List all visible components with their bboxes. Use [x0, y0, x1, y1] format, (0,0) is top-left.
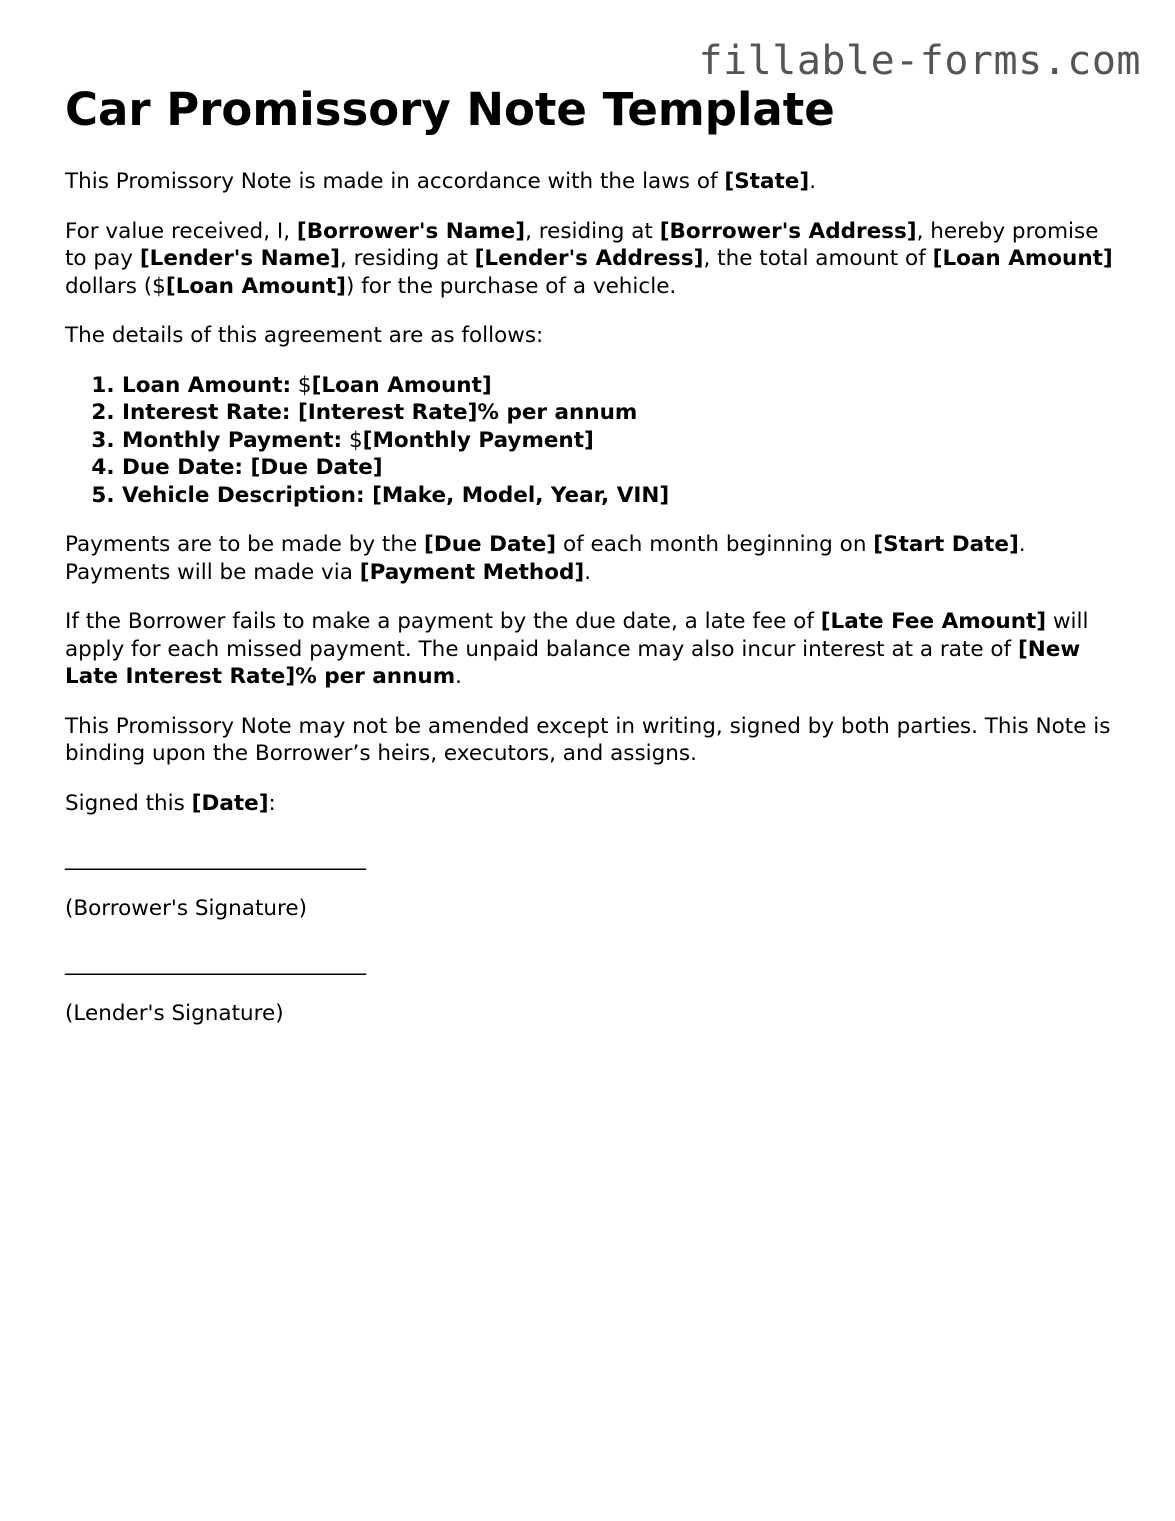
- para1-text-7: ) for the purchase of a vehicle.: [346, 273, 677, 299]
- document-body: [65, 84, 1115, 1049]
- page-title: Car Promissory Note Template: [65, 83, 835, 136]
- details-intro: The details of this agreement are as follows:: [65, 323, 544, 348]
- late-text-3: .: [455, 664, 462, 689]
- detail-label: Due Date:: [122, 455, 244, 480]
- late-fee-field: [Late Fee Amount]: [820, 609, 1047, 634]
- late-text-2: will apply for each missed payment. The unpaid balance may also incur interest at a rate of: [65, 609, 1089, 662]
- signed-paragraph: [65, 790, 1115, 818]
- loan-amount-field-2: [Loan Amount]: [165, 273, 347, 299]
- para1-text-5: , the total amount of: [703, 246, 933, 271]
- state-field: [State]: [724, 169, 810, 194]
- loan-amount-field: [Loan Amount]: [932, 246, 1113, 271]
- para1-text-6: dollars ($: [65, 273, 166, 299]
- detail-prefix: [290, 400, 298, 425]
- borrower-signature-label: (Borrower's Signature): [65, 895, 307, 921]
- detail-label: Monthly Payment:: [122, 427, 343, 453]
- detail-value: [Interest Rate]% per annum: [297, 400, 638, 425]
- signed-text-1: Signed this: [65, 790, 192, 816]
- lender-address-field: [Lender's Address]: [474, 246, 704, 271]
- list-item: [122, 399, 1115, 427]
- list-item: [122, 482, 1115, 510]
- payments-text-4: .: [584, 559, 592, 585]
- value-received-paragraph: [65, 218, 1115, 301]
- detail-prefix: $: [291, 372, 312, 398]
- payments-text-3: . Payments will be made via: [65, 532, 1026, 585]
- para1-text-3: , hereby promise to pay: [65, 218, 1099, 271]
- detail-prefix: [365, 483, 373, 508]
- borrower-signature-line[interactable]: ____________________________: [65, 846, 366, 871]
- late-text-1: If the Borrower fails to make a payment by the due date, a late fee of: [65, 609, 821, 634]
- payments-text-2: of each month beginning on: [556, 532, 874, 557]
- para1-text-4: , residing at: [339, 246, 475, 271]
- start-date-field: [Start Date]: [873, 532, 1019, 557]
- list-item: [122, 372, 1115, 400]
- list-item: [122, 454, 1115, 482]
- intro-end: .: [809, 169, 817, 194]
- borrower-name-field: [Borrower's Name]: [296, 218, 526, 244]
- signed-date-field: [Date]: [191, 790, 269, 816]
- detail-label: Interest Rate:: [122, 400, 291, 425]
- lender-name-field: [Lender's Name]: [139, 246, 340, 271]
- payment-method-field: [Payment Method]: [359, 559, 585, 585]
- para1-text-1: For value received, I,: [65, 218, 297, 244]
- watermark: fillable-forms.com: [698, 38, 1141, 84]
- late-fee-paragraph: [65, 608, 1115, 691]
- detail-prefix: [243, 455, 251, 480]
- detail-value: [Loan Amount]: [311, 372, 492, 398]
- detail-prefix: $: [342, 427, 363, 453]
- due-date-field: [Due Date]: [424, 532, 557, 557]
- para1-text-2: , residing at: [525, 218, 660, 244]
- signed-text-2: :: [268, 790, 276, 816]
- detail-label: Loan Amount:: [122, 372, 292, 398]
- detail-value: [Monthly Payment]: [362, 427, 594, 453]
- borrower-address-field: [Borrower's Address]: [659, 218, 917, 244]
- lender-signature-label: (Lender's Signature): [65, 1000, 284, 1026]
- payments-text-1: Payments are to be made by the: [65, 532, 425, 557]
- amendment-paragraph: This Promissory Note may not be amended except in writing, signed by both parties. This Note is binding upon the Borrower’s heirs, executors, and assigns.: [65, 713, 1111, 766]
- detail-value: [Make, Model, Year, VIN]: [372, 482, 670, 508]
- late-interest-field: [New Late Interest Rate]% per annum: [65, 636, 1081, 689]
- intro-paragraph: [65, 168, 1115, 196]
- detail-label: Vehicle Description:: [122, 482, 365, 508]
- intro-text: This Promissory Note is made in accordance with the laws of: [65, 169, 725, 194]
- details-list: [65, 372, 1115, 510]
- detail-value: [Due Date]: [250, 455, 383, 480]
- payments-paragraph: [65, 531, 1115, 586]
- list-item: [122, 427, 1115, 455]
- lender-signature-line[interactable]: ____________________________: [65, 951, 366, 976]
